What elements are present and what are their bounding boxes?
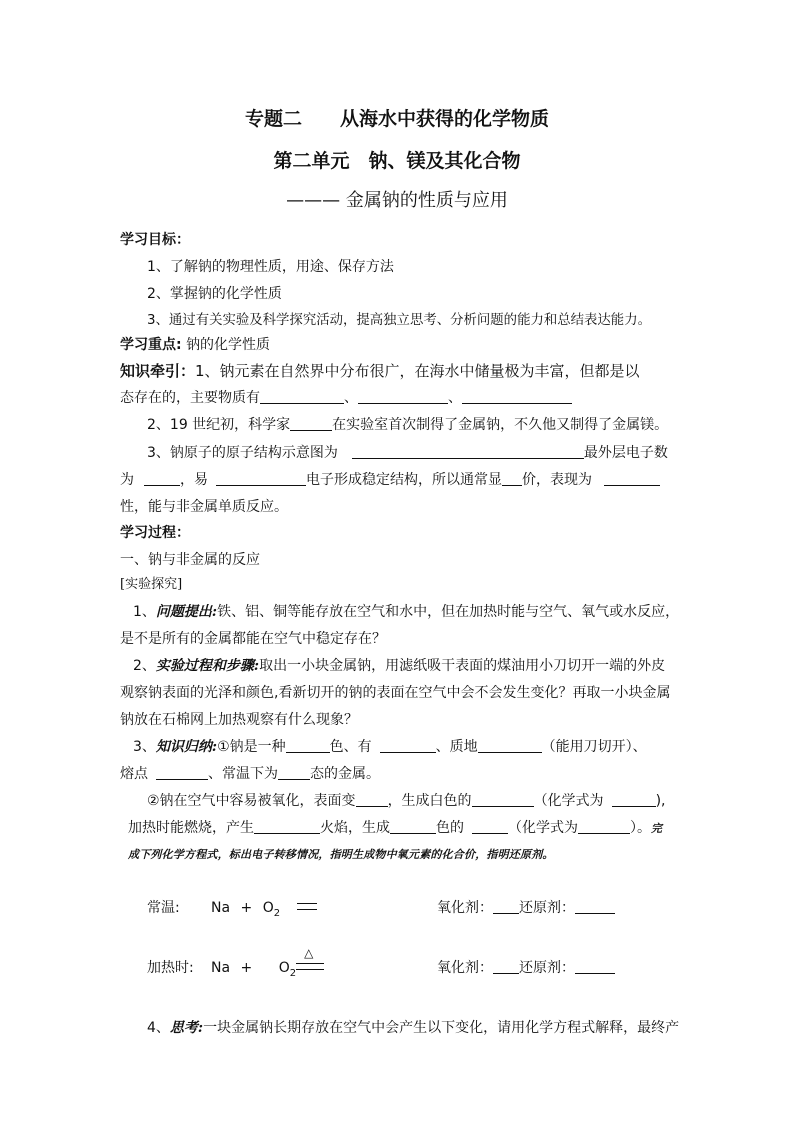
- question-3-instruction: 成下列化学方程式，标出电子转移情况，指明生成物中氧元素的化合价，指明还原剂。: [128, 848, 554, 861]
- question-3-cont: [120, 764, 380, 784]
- subscript: 2: [289, 967, 297, 979]
- question-label: 问题提出:: [155, 604, 218, 620]
- lesson-title-text: 金属钠的性质与应用: [345, 190, 508, 211]
- goal-item: 3、通过有关实验及科学探究活动，提高独立思考、分析问题的能力和总结表达能力。: [147, 313, 651, 328]
- question-number: 3、: [133, 739, 156, 755]
- question-3-part2: [147, 791, 665, 811]
- answer-blank[interactable]: [612, 791, 656, 807]
- equation-heat-formula: [211, 946, 324, 984]
- oxidant-label: 氧化剂：: [437, 960, 493, 976]
- answer-blank[interactable]: [260, 388, 344, 404]
- answer-blank[interactable]: [472, 791, 534, 807]
- answer-blank[interactable]: [575, 898, 615, 914]
- equation-label: 常温:: [147, 900, 180, 916]
- knowledge-line-1: [120, 361, 640, 381]
- answer-blank[interactable]: [502, 470, 522, 486]
- answer-blank[interactable]: [604, 470, 660, 486]
- knowledge-text: 为: [120, 472, 134, 488]
- question-text: 态的金属。: [310, 766, 380, 782]
- question-text: （化学式为: [533, 793, 604, 809]
- question-text: 取出一小块金属钠，用滤纸吸干表面的煤油用小刀切开一端的外皮: [259, 658, 666, 674]
- subscript: 2: [273, 907, 281, 919]
- plus-sign: +: [240, 900, 253, 916]
- question-text: ②钠在空气中容易被氧化，表面变: [147, 793, 356, 809]
- knowledge-text: ，易: [180, 472, 208, 488]
- answer-blank[interactable]: [390, 818, 436, 834]
- answer-blank[interactable]: [358, 388, 448, 404]
- question-text: ),: [655, 793, 666, 809]
- question-text: 熔点: [120, 766, 148, 782]
- question-text: ）。: [630, 820, 651, 836]
- lesson-title: [0, 188, 794, 214]
- knowledge-text: 在实验室首次制得了金属钠，不久他又制得了金属镁。: [332, 417, 669, 433]
- question-text: 、质地: [435, 739, 478, 755]
- question-2-cont: 钠放在石棉网上加热观察有什么现象？: [120, 712, 358, 728]
- question-1: [133, 602, 679, 622]
- equation-room-answers: [437, 898, 615, 918]
- knowledge-text: 态存在的，主要物质有: [120, 390, 260, 406]
- answer-blank[interactable]: [493, 898, 519, 914]
- question-number: 4、: [147, 1020, 170, 1036]
- question-3-part2-cont: [128, 818, 662, 839]
- answer-blank[interactable]: [290, 415, 332, 431]
- heat-equals-sign: [296, 946, 324, 970]
- equation-heat: [147, 958, 194, 978]
- answer-blank[interactable]: [156, 764, 208, 780]
- knowledge-text: 价，表现为: [522, 472, 592, 488]
- question-text: 铁、铝、铜等能存放在空气和水中，但在加热时能与空气、氧气或水反应，: [217, 604, 680, 620]
- answer-blank[interactable]: [216, 470, 306, 486]
- oxygen-symbol: O: [278, 960, 290, 976]
- plus-sign: +: [240, 960, 253, 976]
- oxidant-label: 氧化剂：: [437, 900, 493, 916]
- question-number: 2、: [133, 658, 156, 674]
- question-text: 色的: [436, 820, 464, 836]
- answer-blank[interactable]: [493, 958, 519, 974]
- question-3: [133, 737, 647, 757]
- question-label: 知识归纳:: [155, 739, 218, 755]
- sodium-symbol: Na: [211, 960, 231, 976]
- question-text: （能用刀切开）、: [541, 739, 647, 755]
- sodium-symbol: Na: [211, 900, 231, 916]
- answer-blank[interactable]: [478, 737, 542, 753]
- question-2-cont: 观察钠表面的光泽和颜色,看新切开的钠的表面在空气中会不会发生变化？再取一小块金属: [120, 685, 671, 701]
- question-2: [133, 656, 665, 676]
- knowledge-line-5: [120, 470, 660, 490]
- answer-blank[interactable]: [472, 818, 508, 834]
- inquiry-label: [实验探究]: [120, 577, 183, 592]
- question-text: （化学式为: [508, 820, 578, 836]
- answer-blank[interactable]: [278, 764, 310, 780]
- question-text: 完: [651, 822, 662, 835]
- answer-blank[interactable]: [352, 443, 584, 459]
- heat-triangle-icon: △: [304, 946, 314, 960]
- question-text: 一块金属钠长期存放在空气中会产生以下变化，请用化学方程式解释，最终产: [203, 1020, 680, 1036]
- answer-blank[interactable]: [578, 818, 630, 834]
- knowledge-line-2: [120, 388, 572, 408]
- question-text: 色、有: [329, 739, 372, 755]
- goal-item: 2、掌握钠的化学性质: [147, 286, 282, 302]
- knowledge-label: 知识牵引：: [120, 362, 196, 380]
- answer-blank[interactable]: [575, 958, 615, 974]
- reductant-label: 还原剂：: [519, 900, 575, 916]
- answer-blank[interactable]: [356, 791, 388, 807]
- equation-heat-answers: [437, 958, 615, 978]
- equation-label: 加热时:: [147, 960, 194, 976]
- question-text: 加热时能燃烧，产生: [128, 820, 254, 836]
- knowledge-text: 2、19 世纪初，科学家: [147, 417, 291, 433]
- equals-sign: [297, 903, 317, 910]
- unit-title: 第二单元 钠、镁及其化合物: [273, 150, 521, 172]
- question-label: 思考:: [169, 1020, 204, 1036]
- answer-blank[interactable]: [286, 737, 330, 753]
- question-text: ，生成白色的: [387, 793, 472, 809]
- knowledge-text: 3、钠原子的原子结构示意图为: [147, 445, 338, 461]
- knowledge-text: 电子形成稳定结构，所以通常显: [306, 472, 502, 488]
- answer-blank[interactable]: [462, 388, 572, 404]
- knowledge-text: 1、钠元素在自然界中分布很广，在海水中储量极为丰富，但都是以: [195, 362, 640, 380]
- topic-title: 专题二 从海水中获得的化学物质: [244, 108, 549, 130]
- question-text: 火焰，生成: [320, 820, 390, 836]
- separator: 、: [344, 390, 358, 406]
- answer-blank[interactable]: [254, 818, 320, 834]
- answer-blank[interactable]: [380, 737, 436, 753]
- question-number: 1、: [133, 604, 156, 620]
- question-label: 实验过程和步骤:: [155, 658, 260, 674]
- lesson-title-dash: ———: [286, 190, 341, 211]
- question-1-cont: 是不是所有的金属都能在空气中稳定存在？: [120, 631, 386, 647]
- oxygen-symbol: O: [262, 900, 274, 916]
- question-text: 、常温下为: [208, 766, 278, 782]
- answer-blank[interactable]: [144, 470, 180, 486]
- knowledge-line-4: [147, 443, 668, 463]
- focus-label: 学习重点:: [120, 337, 182, 353]
- equation-room-temp: [147, 898, 180, 918]
- equation-room-formula: [211, 898, 317, 924]
- goal-item: 1、了解钠的物理性质，用途、保存方法: [147, 259, 394, 275]
- separator: 、: [448, 390, 462, 406]
- reductant-label: 还原剂：: [519, 960, 575, 976]
- process-heading: 学习过程：: [120, 525, 190, 541]
- question-text: ①钠是一种: [217, 739, 286, 755]
- focus-line: [120, 335, 270, 355]
- knowledge-line-3: [147, 415, 668, 435]
- knowledge-line-6: 性，能与非金属单质反应。: [120, 499, 288, 515]
- knowledge-text: 最外层电子数: [583, 445, 668, 461]
- section-heading: 一、钠与非金属的反应: [120, 552, 260, 568]
- question-4: [147, 1018, 679, 1038]
- goals-heading: 学习目标：: [120, 232, 190, 248]
- focus-text: 钠的化学性质: [186, 337, 271, 353]
